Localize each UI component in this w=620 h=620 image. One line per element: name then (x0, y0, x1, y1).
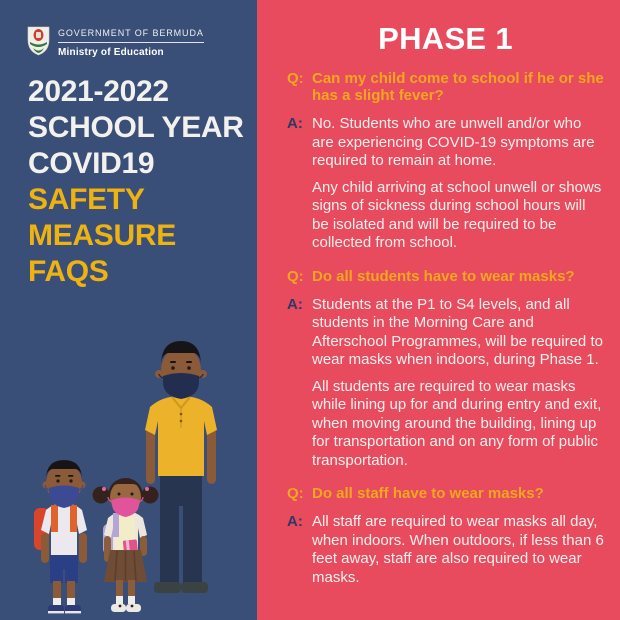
answer-label: A: (287, 513, 303, 530)
question-row (287, 485, 604, 502)
question-row (287, 70, 604, 104)
girl-pigtail (142, 487, 159, 504)
girl-pigtail (93, 487, 110, 504)
boy-student-figure (34, 460, 87, 613)
gov-text (58, 26, 204, 58)
answer-paragraph: Students at the P1 to S4 levels, and all students in the Morning Care and Afterschool Programmes, will be required to wear masks when indoors, during Phase 1. (312, 295, 603, 368)
question-text: Do all students have to wear masks? (312, 267, 575, 285)
page-title (28, 74, 257, 290)
answer-paragraph: Any child arriving at school unwell or shows signs of sickness during school hours will be isolated and will be required to be collected from school. (312, 178, 602, 251)
teacher-figure (145, 341, 217, 593)
phase-title: PHASE 1 (378, 21, 513, 56)
title-line-measure: MEASURE (28, 219, 176, 252)
question-label: Q: (287, 485, 304, 502)
girl-shoe (126, 604, 141, 612)
answer-text (312, 513, 604, 587)
answer-row (287, 296, 604, 471)
girl-backpack-strap (113, 513, 119, 537)
title-line-covid19: COVID19 (28, 147, 155, 180)
teacher-shoe (181, 582, 208, 593)
title-line-school-year: SCHOOL YEAR (28, 111, 244, 144)
teacher-and-students-illustration (0, 328, 257, 620)
question-label: Q: (287, 70, 304, 87)
answer-paragraph: All students are required to wear masks while lining up for and during entry and exit, when moving around the building, lining up for transportation and on any form of public transportation. (312, 377, 602, 469)
faq-item-fever (287, 70, 604, 253)
gov-org-label: GOVERNMENT OF BERMUDA (58, 28, 204, 43)
answer-text (312, 296, 604, 471)
boy-face-mask (49, 486, 79, 509)
title-line-faqs: FAQS (28, 255, 109, 288)
answer-row (287, 513, 604, 587)
left-panel (0, 0, 257, 620)
title-line-safety: SAFETY (28, 183, 145, 216)
boy-backpack-strap (51, 505, 58, 532)
girl-shoe (111, 604, 126, 612)
question-row (287, 268, 604, 285)
faq-item-student-masks (287, 268, 604, 471)
bermuda-crest-icon (27, 26, 50, 56)
answer-row (287, 115, 604, 253)
answer-text (312, 115, 604, 253)
answer-paragraph: No. Students who are unwell and/or who are experiencing COVID-19 symptoms are required to remain at home. (312, 115, 595, 169)
faq-item-staff-masks (287, 485, 604, 587)
gov-dept-label: Ministry of Education (58, 47, 164, 58)
right-panel (257, 0, 620, 620)
answer-label: A: (287, 295, 303, 313)
title-line-year: 2021-2022 (28, 75, 169, 108)
answer-label: A: (287, 115, 303, 132)
teacher-face-mask (163, 373, 199, 399)
gov-header (27, 26, 257, 58)
question-label: Q: (287, 267, 304, 285)
girl-student-figure (93, 478, 159, 612)
boy-backpack-strap (70, 505, 77, 532)
question-text: Do all staff have to wear masks? (312, 485, 544, 502)
answer-paragraph: All staff are required to wear masks all day, when indoors. When outdoors, if less than 6 feet away, staff are also required to wear masks. (312, 513, 604, 586)
question-text: Can my child come to school if he or she has a slight fever? (312, 70, 604, 104)
teacher-shoe (154, 582, 181, 593)
